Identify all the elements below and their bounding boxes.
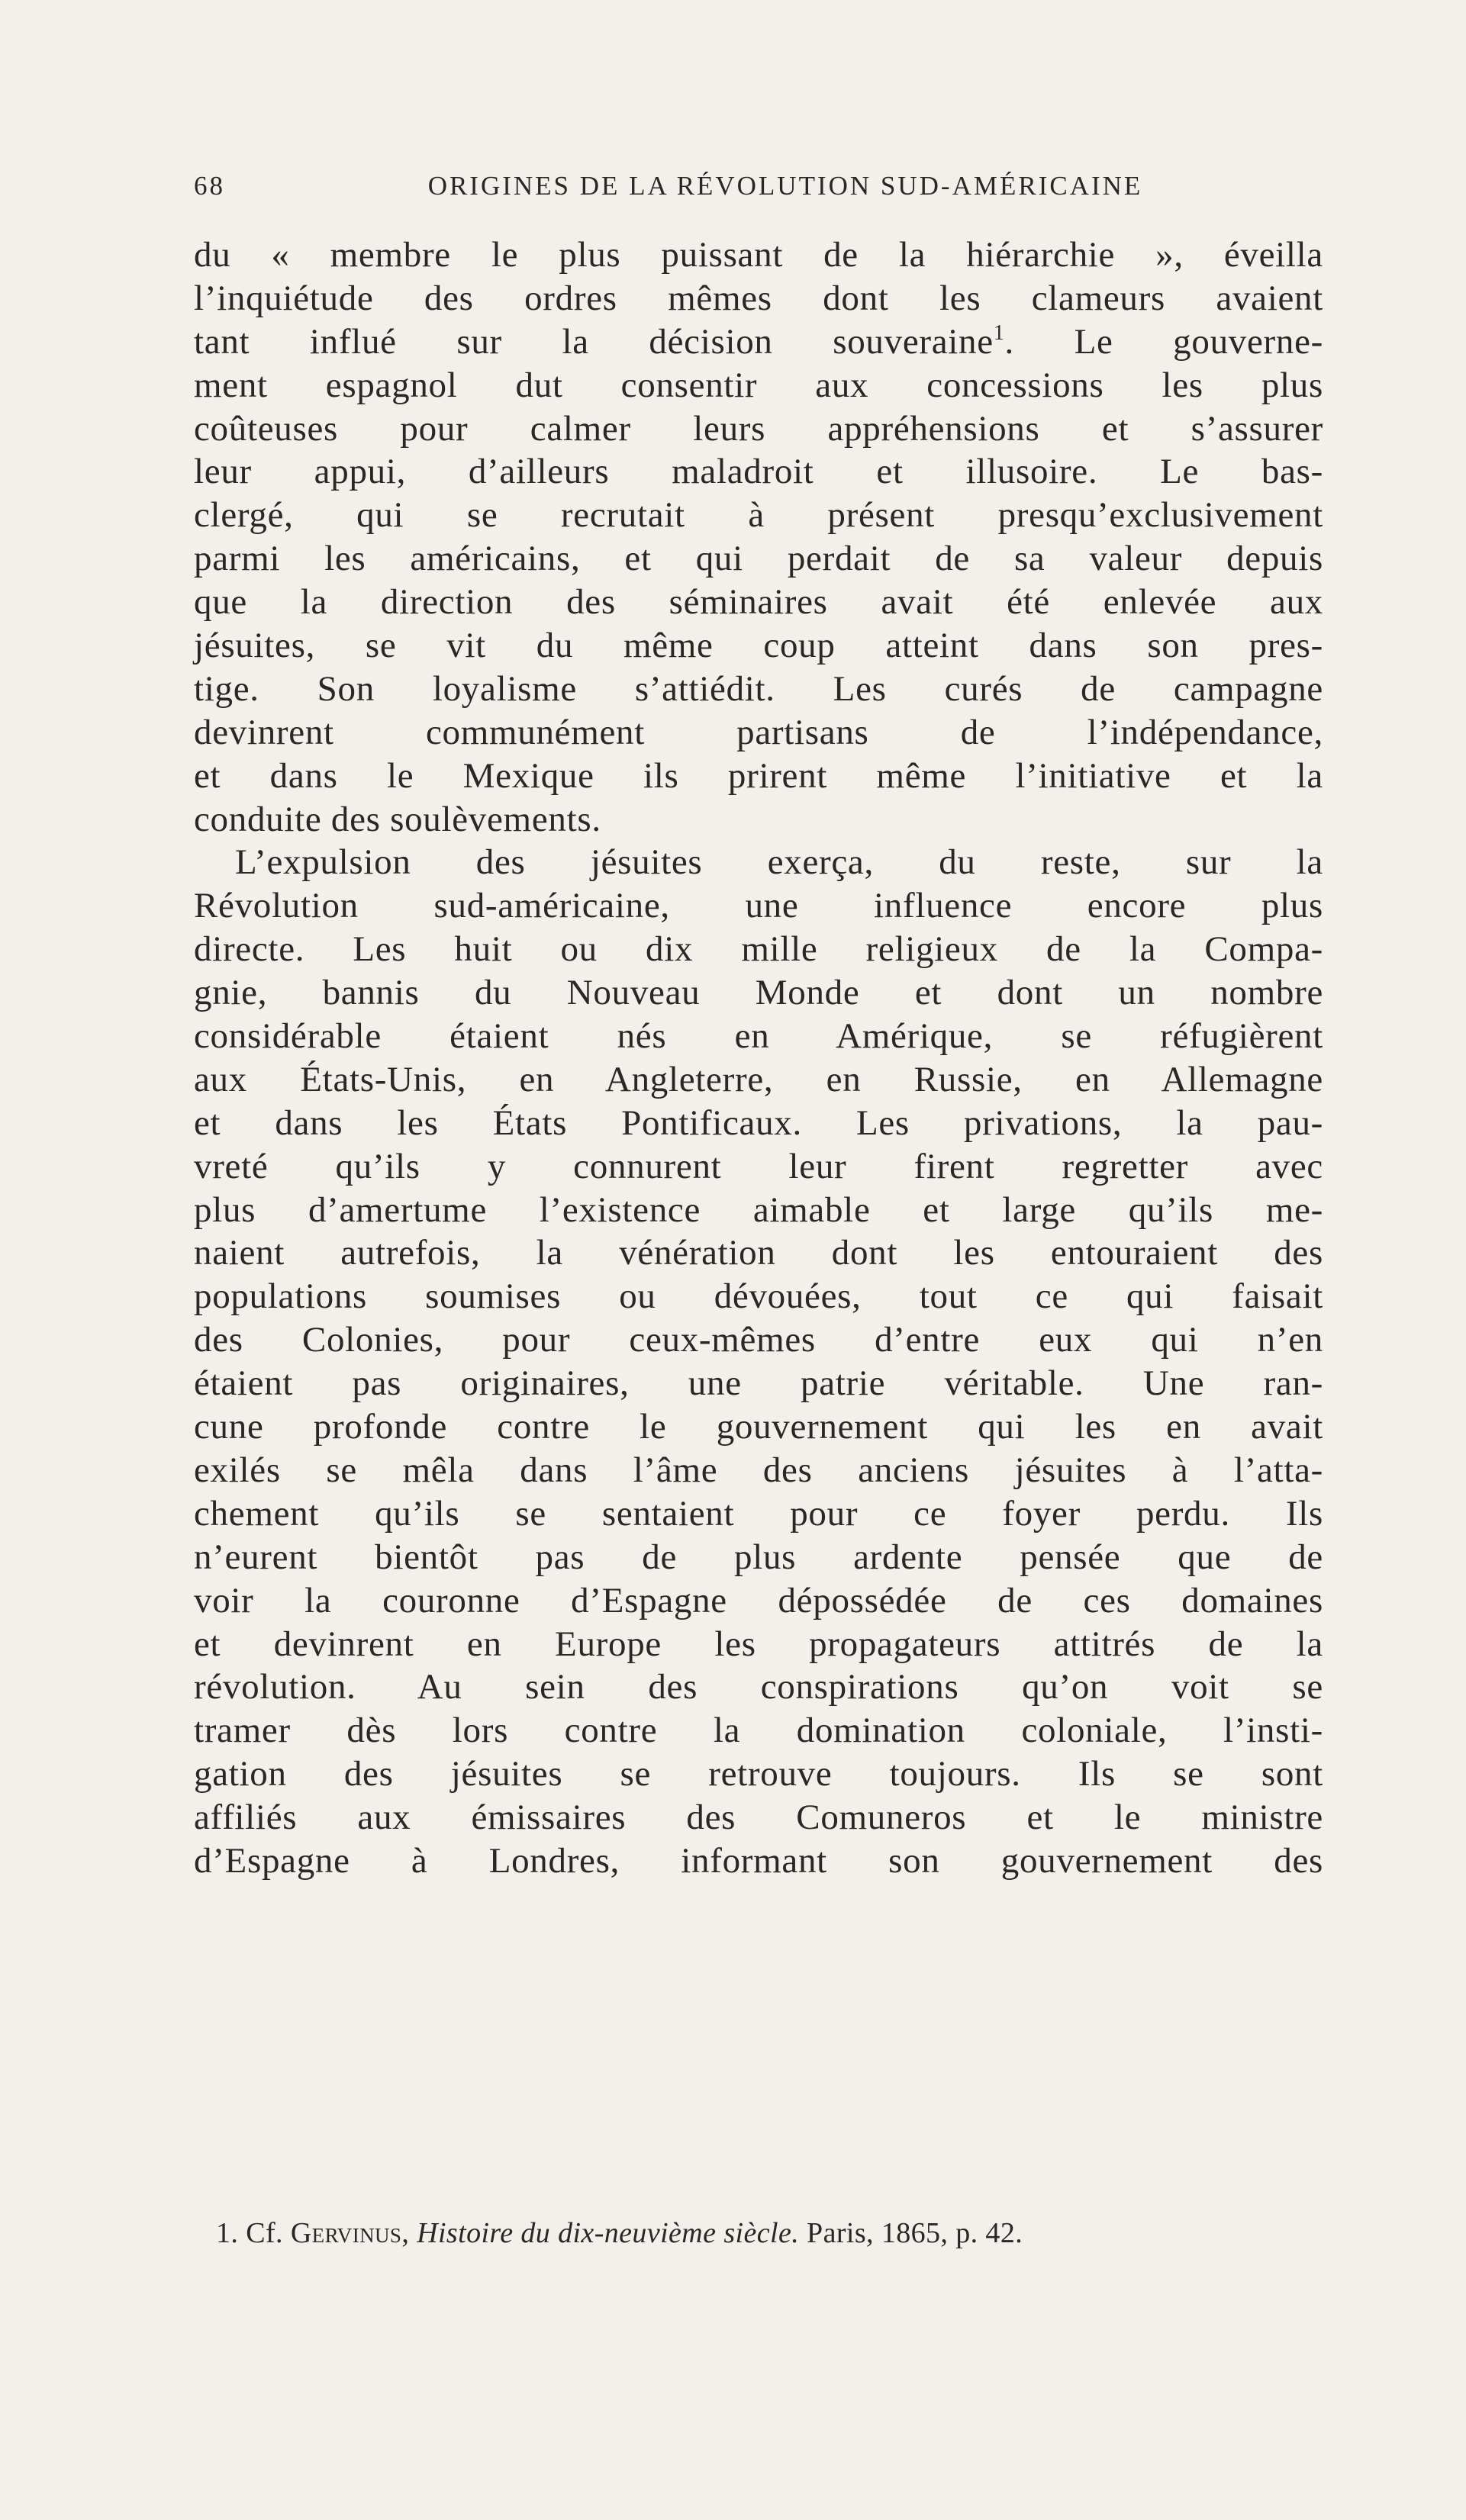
- text-line: conduite des soulèvements.: [194, 799, 601, 839]
- text-line: plus d’amertume l’existence aimable et large qu’ils me-: [194, 1189, 1323, 1230]
- text-line: l’inquiétude des ordres mêmes dont les clameurs avaient: [194, 278, 1323, 318]
- text-line: exilés se mêla dans l’âme des anciens jésuites à l’atta-: [194, 1450, 1323, 1490]
- text-line: que la direction des séminaires avait été enlevée aux: [194, 582, 1323, 623]
- text-line: naient autrefois, la vénération dont les entouraient des: [194, 1233, 1323, 1273]
- page-number: 68: [194, 171, 225, 201]
- text-line: populations soumises ou dévouées, tout ce qui faisait: [194, 1276, 1323, 1317]
- text-fragment: tant influé sur la décision souveraine: [194, 321, 994, 362]
- text-line: vreté qu’ils y connurent leur firent regretter avec: [194, 1146, 1323, 1186]
- body-text: [194, 233, 1323, 2187]
- text-line: L’expulsion des jésuites exerça, du reste, sur la: [235, 842, 1323, 883]
- text-line: directe. Les huit ou dix mille religieux de la Compa-: [194, 929, 1323, 970]
- text-line: parmi les américains, et qui perdait de sa valeur depuis: [194, 539, 1323, 579]
- text-line: ment espagnol dut consentir aux concessions les plus: [194, 365, 1323, 405]
- text-line: étaient pas originaires, une patrie véritable. Une ran-: [194, 1363, 1323, 1404]
- footnote-cf: Cf.: [246, 2217, 283, 2249]
- running-title: ORIGINES DE LA RÉVOLUTION SUD-AMÉRICAINE: [427, 171, 1143, 201]
- footnote-reference: 1: [993, 320, 1005, 345]
- text-line: et dans les États Pontificaux. Les privations, la pau-: [194, 1102, 1323, 1143]
- footnote-author: Gervinus,: [290, 2217, 410, 2249]
- text-line: et devinrent en Europe les propagateurs attitrés de la: [194, 1624, 1323, 1664]
- text-line: voir la couronne d’Espagne dépossédée de ces domaines: [194, 1580, 1323, 1620]
- running-head: [194, 169, 1323, 203]
- text-line: cune profonde contre le gouvernement qui les en avait: [194, 1407, 1323, 1447]
- text-line: tige. Son loyalisme s’attiédit. Les curés de campagne: [194, 668, 1323, 709]
- text-line: et dans le Mexique ils prirent même l’initiative et la: [194, 755, 1323, 796]
- text-line: considérable étaient nés en Amérique, se réfugièrent: [194, 1016, 1323, 1057]
- text-line: devinrent communément partisans de l’indépendance,: [194, 712, 1323, 752]
- text-line: clergé, qui se recrutait à présent presqu’exclusivement: [194, 495, 1323, 536]
- text-line: jésuites, se vit du même coup atteint dans son pres-: [194, 626, 1323, 666]
- text-line: tramer dès lors contre la domination coloniale, l’insti-: [194, 1711, 1323, 1751]
- footnote-details: Paris, 1865, p. 42.: [807, 2217, 1023, 2249]
- text-line: Révolution sud-américaine, une influence encore plus: [194, 886, 1323, 926]
- text-line: affiliés aux émissaires des Comuneros et le ministre: [194, 1797, 1323, 1838]
- footnote-title: Histoire du dix-neuvième siècle.: [417, 2217, 800, 2249]
- text-line: coûteuses pour calmer leurs appréhensions et s’assurer: [194, 408, 1323, 449]
- text-line: leur appui, d’ailleurs maladroit et illusoire. Le bas-: [194, 452, 1323, 492]
- text-line: gation des jésuites se retrouve toujours. Ils se sont: [194, 1754, 1323, 1794]
- text-line-with-note: [194, 320, 1323, 364]
- text-line: révolution. Au sein des conspirations qu’on voit se: [194, 1667, 1323, 1707]
- text-line: d’Espagne à Londres, informant son gouvernement des: [194, 1840, 1323, 1881]
- text-line: chement qu’ils se sentaient pour ce foyer perdu. Ils: [194, 1493, 1323, 1534]
- text-line: aux États-Unis, en Angleterre, en Russie, en Allemagne: [194, 1059, 1323, 1099]
- text-line: des Colonies, pour ceux-mêmes d’entre eux qui n’en: [194, 1320, 1323, 1360]
- footnote-number: 1.: [216, 2217, 239, 2249]
- text-line: gnie, bannis du Nouveau Monde et dont un nombre: [194, 973, 1323, 1013]
- footnote: [216, 2215, 1330, 2258]
- text-line: du « membre le plus puissant de la hiérarchie », éveilla: [194, 235, 1323, 275]
- text-line: n’eurent bientôt pas de plus ardente pensée que de: [194, 1537, 1323, 1577]
- text-fragment: . Le gouverne-: [1004, 321, 1323, 362]
